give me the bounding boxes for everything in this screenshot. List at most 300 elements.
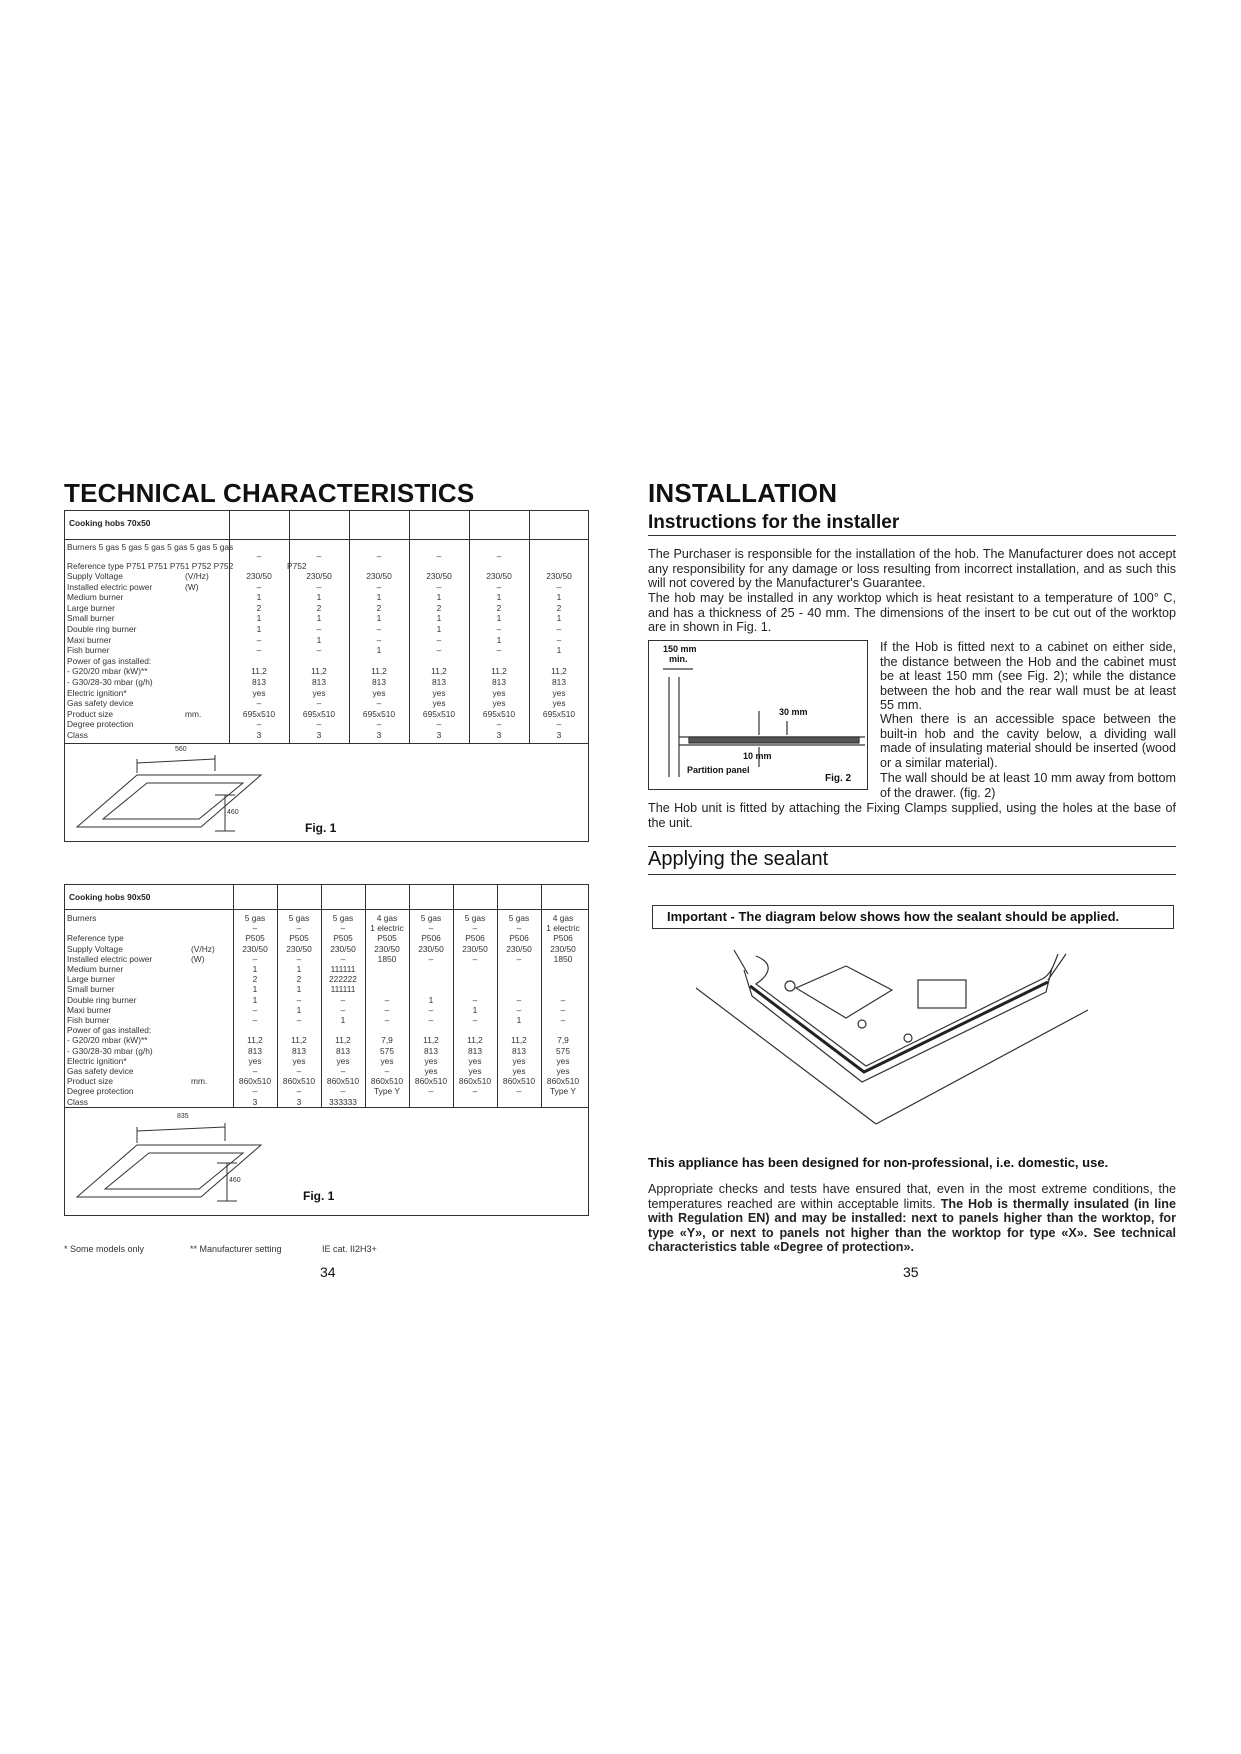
table1-cell: 695x510 [542, 708, 576, 719]
table2-cell: 1 [472, 1004, 478, 1015]
table1-cell: – [496, 645, 502, 656]
table1-label: Product size [67, 708, 114, 719]
table2-cell: – [252, 1066, 258, 1076]
table1-cell: – [556, 581, 562, 592]
table1-heading: Cooking hobs 70x50 [69, 518, 151, 528]
table2-cell: 2 [296, 974, 302, 985]
table2-cell: 1 [296, 964, 302, 974]
table1-cell: 11,2 [251, 666, 267, 677]
table1-cell: yes [492, 687, 506, 698]
table2-label: Medium burner [67, 964, 124, 974]
table1-cell: 1 [316, 613, 322, 624]
table1-cell: – [256, 645, 262, 656]
table1-label: - G20/20 mbar (kW)** [67, 666, 148, 677]
table2-cell: Type Y [374, 1086, 400, 1097]
installation-title: INSTALLATION [648, 478, 838, 508]
table2-cell: – [472, 1015, 478, 1025]
table1-cell: 2 [436, 602, 442, 613]
table1-label: Medium burner [67, 592, 124, 603]
table2-label: Electric ignition* [67, 1055, 127, 1066]
table2-label: Small burner [67, 984, 115, 995]
table2-cell: – [384, 1004, 390, 1015]
table1-cell: – [376, 634, 382, 645]
table1-cell: 230/50 [546, 571, 572, 581]
table1-label: Installed electric power [67, 581, 153, 592]
table1-cell: yes [252, 687, 266, 698]
table1-label: Gas safety device [67, 698, 134, 709]
table2-cell: – [472, 1086, 478, 1097]
table2-label: Gas safety device [67, 1066, 134, 1076]
table2-cell: 222222 [329, 974, 357, 985]
table2-cell: yes [512, 1066, 526, 1076]
table1-cell: yes [552, 698, 566, 709]
table2-cell: – [560, 994, 566, 1005]
table1-cell: 813 [252, 677, 266, 687]
table2-label: Burners [67, 913, 97, 923]
table2-label: Degree protection [67, 1086, 134, 1097]
table1-burner-cell: – [316, 551, 322, 561]
table2-cell: 333333 [329, 1096, 357, 1107]
table2-cell: – [560, 1004, 566, 1015]
table1-cell: – [376, 624, 382, 634]
paragraph-thermal [648, 1182, 1176, 1255]
table2-cell: 575 [380, 1045, 394, 1056]
table2-cell: 11,2 [335, 1035, 351, 1046]
paragraph-wall-distance: The wall should be at least 10 mm away from bottom of the drawer. (fig. 2) [880, 771, 1176, 800]
table1-cell: 3 [556, 730, 562, 740]
table1-cell: – [256, 698, 262, 709]
table2-cell: – [516, 1004, 522, 1015]
table1-cell: 1 [556, 592, 562, 603]
table1-cell: 3 [376, 730, 382, 740]
table1-cell: – [556, 719, 562, 730]
table2-cell: – [252, 923, 258, 934]
table2-cell: P505 [289, 933, 309, 944]
table1-cell: 1 [496, 592, 502, 603]
table2-cell: 1 [252, 964, 258, 974]
table1-cell: 813 [432, 677, 446, 687]
table2-cell: 813 [424, 1045, 438, 1056]
table1-label: Power of gas installed: [67, 655, 152, 666]
table2-cell: 813 [468, 1045, 482, 1056]
table2-cell: yes [336, 1055, 350, 1066]
table2-cell: 1 [252, 994, 258, 1005]
table2-cell: 1 [516, 1015, 522, 1025]
table2-heading: Cooking hobs 90x50 [69, 892, 151, 902]
table2-cell: P505 [245, 933, 265, 944]
table1-cell: 1 [376, 645, 382, 656]
table1-cell: 2 [376, 602, 382, 613]
table2-cell: 5 gas [288, 913, 310, 923]
table1-cell: 1 [376, 592, 382, 603]
table1-cell: 1 [496, 634, 502, 645]
table2-label: Installed electric power [67, 953, 153, 964]
table1-cell: 2 [556, 602, 562, 613]
table1-cell: 695x510 [242, 708, 276, 719]
table2-cell: 5 gas [508, 913, 530, 923]
table2-cell: P506 [553, 933, 573, 944]
table1-cell: 1 [316, 592, 322, 603]
table1-cell: – [436, 645, 442, 656]
table2-cell: 1 electric [546, 923, 580, 934]
table1-unit: (V/Hz) [185, 571, 209, 581]
table2-cell: – [296, 1086, 302, 1097]
table2-cell: 230/50 [374, 943, 400, 954]
table1-cell: – [316, 698, 322, 709]
table1-cell: – [496, 719, 502, 730]
table2-label: Fish burner [67, 1015, 110, 1025]
table2-cell: 3 [296, 1096, 302, 1107]
table2-cell: – [340, 923, 346, 934]
table1-cell: 813 [552, 677, 566, 687]
table1-cell: – [316, 645, 322, 656]
table1-cell: 695x510 [422, 708, 456, 719]
footnote-manufacturer: ** Manufacturer setting [190, 1244, 282, 1254]
table1-cell: 1 [256, 592, 262, 603]
figure-2 [648, 640, 868, 790]
table1-burner-cell: – [496, 551, 502, 561]
table2-cell: 1 [252, 984, 258, 995]
table1-extra-ref: P752 [287, 561, 307, 571]
table1-cell: – [556, 634, 562, 645]
table1-cell: 813 [312, 677, 326, 687]
table1-cell: 1 [256, 613, 262, 624]
table2-cell: – [384, 1015, 390, 1025]
table1-cell: 3 [496, 730, 502, 740]
table1-cell: 11,2 [311, 666, 327, 677]
table2-label: Supply Voltage [67, 943, 123, 954]
table2-cell: – [340, 994, 346, 1005]
table2-cell: 3 [252, 1096, 258, 1107]
sealant-subtitle: Applying the sealant [648, 848, 829, 870]
table2-cell: 4 gas [552, 913, 574, 923]
table-70x50 [64, 510, 589, 842]
table1-cell: 3 [316, 730, 322, 740]
table2-cell: yes [380, 1055, 394, 1066]
table1-cell: 230/50 [486, 571, 512, 581]
table2-cell: yes [248, 1055, 262, 1066]
table2-cell: 1 [296, 984, 302, 995]
table1-cell: 1 [256, 624, 262, 634]
table2-unit: (V/Hz) [191, 943, 215, 954]
table2-cell: – [428, 923, 434, 934]
footnote-some-models: * Some models only [64, 1244, 145, 1254]
table2-cell: – [516, 994, 522, 1005]
table1-fig: Fig. 1 [305, 821, 337, 835]
table2-cell: – [252, 1086, 258, 1097]
table2-cell: 230/50 [506, 943, 532, 954]
table2-cell: yes [424, 1055, 438, 1066]
table1-cell: 2 [316, 602, 322, 613]
table2-cell: – [340, 953, 346, 964]
table2-cell: 5 gas [332, 913, 354, 923]
fig2-min-label: 150 mm [663, 644, 697, 654]
table1-cell: 3 [436, 730, 442, 740]
table2-cell: 11,2 [291, 1035, 307, 1046]
table1-cell: – [376, 719, 382, 730]
table-90x50 [64, 884, 589, 1216]
footnote-ie-cat: IE cat. II2H3+ [322, 1244, 377, 1254]
table2-cell: – [472, 923, 478, 934]
table1-cell: 1 [436, 613, 442, 624]
page-number-right: 35 [903, 1264, 919, 1280]
table2-cell: 1 [296, 1004, 302, 1015]
table2-cell: 11,2 [247, 1035, 263, 1046]
paragraph-purchaser: The Purchaser is responsible for the installation of the hob. The Manufacturer does not accept any responsibility for any damage or loss resulting from incorrect installation, and as such this will not covered by the Manufacturer's Guarantee. [648, 547, 1176, 591]
table2-cell: – [296, 1066, 302, 1076]
table2-unit: mm. [191, 1076, 208, 1087]
table2-cell: yes [468, 1055, 482, 1066]
table2-unit: (W) [191, 953, 205, 964]
table1-cell: – [376, 581, 382, 592]
table2-cell: 813 [512, 1045, 526, 1056]
table2-cell: 813 [248, 1045, 262, 1056]
table2-cell: 111111 [330, 964, 356, 974]
table2-cell: 230/50 [418, 943, 444, 954]
table2-label: Power of gas installed: [67, 1025, 152, 1036]
paragraph-cabinet: If the Hob is fitted next to a cabinet on either side, the distance between the Hob and the cabinet must be at least 150 mm (see Fig. 2); while the distance between the hob and the rear wall must be at least 55 mm. [880, 640, 1176, 713]
table1-dim-depth: 460 [227, 809, 239, 816]
table1-cell: 813 [372, 677, 386, 687]
thermal-plain: Appropriate checks and tests have ensured that, even in the most extreme conditions, the temperatures reached are within acceptable limits. [648, 1182, 1176, 1211]
table1-cell: 1 [376, 613, 382, 624]
table2-cell: P506 [465, 933, 485, 944]
table2-label: Class [67, 1096, 88, 1107]
table2-cell: – [340, 1086, 346, 1097]
table1-label: Class [67, 730, 88, 740]
table1-cell: – [556, 624, 562, 634]
table2-label: Reference type [67, 933, 124, 944]
table1-label: Supply Voltage [67, 571, 123, 581]
table2-cell: 1 [340, 1015, 346, 1025]
table1-cell: – [496, 624, 502, 634]
table2-cell: – [296, 1015, 302, 1025]
table2-cell: 860x510 [458, 1076, 492, 1087]
table2-cell: yes [556, 1055, 570, 1066]
table2-label: Large burner [67, 974, 115, 985]
table2-label: Maxi burner [67, 1004, 112, 1015]
table1-cell: 230/50 [366, 571, 392, 581]
table1-ref-row: Reference type P751 P751 P751 P752 P752 [67, 561, 234, 571]
table1-burner-cell: – [436, 551, 442, 561]
table2-cell: – [296, 994, 302, 1005]
table2-cell: – [516, 953, 522, 964]
table2-cell: P506 [509, 933, 529, 944]
important-box [652, 905, 1174, 929]
table2-cell: – [252, 1004, 258, 1015]
table2-cell: yes [556, 1066, 570, 1076]
table1-cell: – [316, 581, 322, 592]
table1-cell: 813 [492, 677, 506, 687]
table2-label: Product size [67, 1076, 114, 1087]
table1-cell: 230/50 [306, 571, 332, 581]
table2-cell: – [252, 1015, 258, 1025]
table2-cell: 11,2 [467, 1035, 483, 1046]
table1-burner-cell: – [256, 551, 262, 561]
table1-label: Fish burner [67, 645, 110, 656]
table2-cell: 230/50 [242, 943, 268, 954]
table2-cell: – [472, 953, 478, 964]
paragraph-worktop: The hob may be installed in any worktop which is heat resistant to a temperature of 100° C, and has a thickness of 25 - 40 mm. The dimensions of the insert to be cut out of the worktop are in shown in Fig. 1. [648, 591, 1176, 635]
table2-cell: yes [292, 1055, 306, 1066]
table1-cell: yes [552, 687, 566, 698]
table2-cell: – [516, 923, 522, 934]
table1-cell: 1 [556, 645, 562, 656]
table2-cell: 230/50 [286, 943, 312, 954]
table1-unit: (W) [185, 581, 199, 592]
table2-cell: 11,2 [423, 1035, 439, 1046]
domestic-use: This appliance has been designed for non-professional, i.e. domestic, use. [648, 1155, 1109, 1170]
fig2-panel-label: Partition panel [687, 765, 750, 775]
fig2-min-sub: min. [669, 654, 688, 664]
table1-cell: – [496, 581, 502, 592]
table2-cell: – [516, 1086, 522, 1097]
table1-cell: yes [492, 698, 506, 709]
table2-cell: 230/50 [550, 943, 576, 954]
table1-cell: yes [312, 687, 326, 698]
table1-cell: – [256, 719, 262, 730]
fig2-bottom-label: 10 mm [743, 751, 772, 761]
thermal-bold: The Hob is thermally insulated (in line with Regulation EN) and may be installed: next to panels higher than the worktop, for type «Y», or next to panels not higher than the worktop for type «X». See technical characteristics table «Degree of protection». [648, 1196, 1176, 1255]
table1-cell: 11,2 [371, 666, 387, 677]
table2-dim-width: 835 [177, 1113, 189, 1120]
table2-cell: 5 gas [464, 913, 486, 923]
table2-cell: 1850 [553, 953, 573, 964]
table1-cell: 11,2 [431, 666, 447, 677]
table1-cell: 230/50 [246, 571, 272, 581]
table1-label: Large burner [67, 602, 115, 613]
table1-cell: 1 [496, 613, 502, 624]
table2-cell: 7,9 [557, 1035, 569, 1046]
table1-label: - G30/28-30 mbar (g/h) [67, 677, 153, 687]
table1-cell: 1 [556, 613, 562, 624]
table2-fig: Fig. 1 [303, 1189, 335, 1203]
table1-cell: 11,2 [491, 666, 507, 677]
paragraph-dividing-wall: When there is an accessible space between the built-in hob and the cavity below, a dividing wall made of insulating material should be inserted (wood or a similar material). [880, 712, 1176, 770]
table1-cell: 695x510 [362, 708, 396, 719]
table2-cell: 1850 [377, 953, 397, 964]
table1-cell: yes [372, 687, 386, 698]
table2-cell: – [384, 1066, 390, 1076]
table2-cell: P505 [333, 933, 353, 944]
table2-cell: – [384, 994, 390, 1005]
table1-label: Maxi burner [67, 634, 112, 645]
table1-burners-row: Burners 5 gas 5 gas 5 gas 5 gas 5 gas 5 gas [67, 542, 234, 552]
fig2-gap-label: 30 mm [779, 707, 808, 717]
table1-cell: 1 [436, 592, 442, 603]
table2-cell: P505 [377, 933, 397, 944]
table1-cell: yes [432, 687, 446, 698]
table2-cell: – [296, 953, 302, 964]
table1-cell: 695x510 [482, 708, 516, 719]
table2-cell: 11,2 [511, 1035, 527, 1046]
paragraph-fixing-clamps: The Hob unit is fitted by attaching the Fixing Clamps supplied, using the holes at the base of the unit. [648, 801, 1176, 830]
table1-cell: – [256, 634, 262, 645]
installer-subtitle: Instructions for the installer [648, 512, 900, 533]
table2-cell: P506 [421, 933, 441, 944]
table2-dim-depth: 460 [229, 1177, 241, 1184]
table1-cell: – [436, 719, 442, 730]
table2-cell: – [340, 1004, 346, 1015]
table2-cell: 111111 [330, 984, 356, 995]
table1-cell: 230/50 [426, 571, 452, 581]
table1-cell: – [436, 581, 442, 592]
table2-cell: 860x510 [502, 1076, 536, 1087]
table1-cell: – [376, 698, 382, 709]
table2-cell: 860x510 [370, 1076, 404, 1087]
table2-cell: 5 gas [420, 913, 442, 923]
page-number-left: 34 [320, 1264, 336, 1280]
table2-cell: 2 [252, 974, 258, 985]
table1-cell: 11,2 [551, 666, 567, 677]
table1-label: Double ring burner [67, 624, 137, 634]
table1-cell: 1 [436, 624, 442, 634]
table2-cell: 813 [336, 1045, 350, 1056]
table2-cell: 4 gas [376, 913, 398, 923]
table2-label: Double ring burner [67, 994, 137, 1005]
table1-label: Small burner [67, 613, 115, 624]
table1-cell: – [316, 624, 322, 634]
table2-cell: 575 [556, 1045, 570, 1056]
table1-unit: mm. [185, 708, 202, 719]
table1-cell: 695x510 [302, 708, 336, 719]
table2-cell: 230/50 [330, 943, 356, 954]
table2-cell: 5 gas [244, 913, 266, 923]
table2-cell: – [252, 953, 258, 964]
table2-cell: – [340, 1066, 346, 1076]
table2-cell: yes [424, 1066, 438, 1076]
table1-cell: 1 [316, 634, 322, 645]
table2-cell: yes [512, 1055, 526, 1066]
table2-cell: 860x510 [282, 1076, 316, 1087]
table2-cell: Type Y [550, 1086, 576, 1097]
table2-cell: 860x510 [546, 1076, 580, 1087]
important-text: Important - The diagram below shows how the sealant should be applied. [667, 909, 1120, 924]
table2-cell: 7,9 [381, 1035, 393, 1046]
table1-dim-width: 560 [175, 746, 187, 753]
table2-cell: 860x510 [326, 1076, 360, 1087]
table1-cell: 2 [256, 602, 262, 613]
table2-label: - G30/28-30 mbar (g/h) [67, 1045, 153, 1056]
table1-cell: – [436, 634, 442, 645]
table1-cell: 3 [256, 730, 262, 740]
table2-cell: – [428, 1015, 434, 1025]
table2-cell: 230/50 [462, 943, 488, 954]
table2-cell: – [296, 923, 302, 934]
table2-cell: 860x510 [414, 1076, 448, 1087]
table2-cell: 1 electric [370, 923, 404, 934]
table1-label: Electric ignition* [67, 687, 127, 698]
table2-cell: yes [468, 1066, 482, 1076]
table2-label: - G20/20 mbar (kW)** [67, 1035, 148, 1046]
fig2-label: Fig. 2 [825, 773, 852, 784]
table1-cell: 2 [496, 602, 502, 613]
table1-cell: – [316, 719, 322, 730]
table1-cell: – [256, 581, 262, 592]
sealant-diagram [696, 948, 1096, 1138]
table2-cell: – [428, 1086, 434, 1097]
table2-cell: – [428, 1004, 434, 1015]
table2-cell: – [472, 994, 478, 1005]
table2-cell: 860x510 [238, 1076, 272, 1087]
tech-title: TECHNICAL CHARACTERISTICS [64, 478, 475, 508]
table1-burner-cell: – [376, 551, 382, 561]
table2-cell: – [428, 953, 434, 964]
table2-cell: 1 [428, 994, 434, 1005]
table2-cell: – [560, 1015, 566, 1025]
table1-cell: yes [432, 698, 446, 709]
table1-label: Degree protection [67, 719, 134, 730]
